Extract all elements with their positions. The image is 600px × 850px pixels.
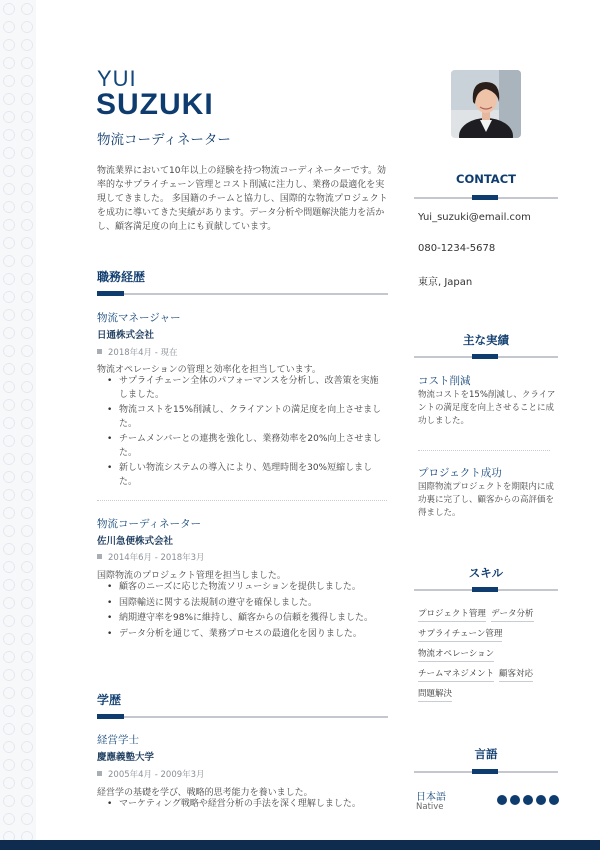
rating-dot <box>497 795 507 805</box>
achievement-1-description: 物流コストを15%削減し、クライアントの満足度を向上させることに成功しました。 <box>418 390 556 427</box>
languages-divider-accent <box>472 769 498 774</box>
job-title: 物流コーディネーター <box>97 132 231 148</box>
skill-tag: 顧客対応 <box>499 667 533 682</box>
achievement-separator <box>418 450 550 451</box>
bottom-bar <box>0 840 600 850</box>
list-item: • サプライチェーン全体のパフォーマンスを分析し、改善策を実施しました。 <box>119 375 385 402</box>
list-item: • 新しい物流システムの導入により、処理時間を30%短縮しました。 <box>119 462 385 489</box>
education-description: 経営学の基礎を学び、戦略的思考能力を養いました。 <box>97 788 313 798</box>
achievement-1-title: コスト削減 <box>418 375 471 387</box>
language-level: Native <box>416 802 444 812</box>
contact-location: 東京, Japan <box>418 277 473 288</box>
job-separator <box>97 500 387 501</box>
contact-section-title: CONTACT <box>456 172 516 186</box>
achievement-2-description: 国際物流プロジェクトを期限内に成功裏に完了し、顧客からの高評価を得ました。 <box>418 482 555 519</box>
job-2-bullets <box>119 581 385 643</box>
decorative-pattern <box>0 0 36 850</box>
list-item: • 物流コストを15%削減し、クライアントの満足度を向上させました。 <box>119 404 385 431</box>
last-name: SUZUKI <box>96 88 214 121</box>
job-1-bullets <box>119 375 385 491</box>
contact-phone[interactable]: 080-1234-5678 <box>418 243 496 254</box>
first-name: YUI <box>97 66 137 91</box>
rating-dot <box>549 795 559 805</box>
job-2-dates: 2014年6月 - 2018年3月 <box>97 551 205 563</box>
list-item: • チームメンバーとの連携を強化し、業務効率を20%向上させました。 <box>119 433 385 460</box>
job-1-description: 物流オペレーションの管理と効率化を担当しています。 <box>97 365 321 375</box>
job-2-company: 佐川急便株式会社 <box>97 536 174 547</box>
list-item: • 顧客のニーズに応じた物流ソリューションを提供しました。 <box>119 581 385 595</box>
list-item: • データ分析を通じて、業務プロセスの最適化を図りました。 <box>119 628 385 642</box>
skill-tag: チームマネジメント <box>418 667 494 682</box>
contact-email[interactable]: Yui_suzuki@email.com <box>418 212 531 223</box>
skills-section-title: スキル <box>468 566 504 580</box>
skill-tag: データ分析 <box>491 607 534 622</box>
achievement-2-title: プロジェクト成功 <box>418 467 502 479</box>
rating-dot <box>510 795 520 805</box>
achievements-divider-accent <box>472 354 498 359</box>
education-dates: 2005年4月 - 2009年3月 <box>97 768 205 780</box>
language-name: 日本語 <box>416 792 446 803</box>
experience-divider <box>97 293 388 295</box>
skills-divider-accent <box>472 587 498 592</box>
list-item: • マーケティング戦略や経営分析の手法を深く理解しました。 <box>119 798 385 812</box>
job-1-company: 日通株式会社 <box>97 330 155 341</box>
list-item: • 納期遵守率を98%に維持し、顧客からの信頼を獲得しました。 <box>119 612 385 626</box>
job-1-role: 物流マネージャー <box>97 312 181 324</box>
degree: 経営学士 <box>97 734 139 746</box>
education-divider <box>97 716 388 718</box>
skill-tag: 問題解決 <box>418 687 452 702</box>
language-rating <box>497 790 562 809</box>
skill-tag: 物流オペレーション <box>418 647 494 662</box>
profile-summary: 物流業界において10年以上の経験を持つ物流コーディネーターです。効率的なサプライチェーン管理とコスト削減に注力し、業務の最適化を実現してきました。 多国籍のチームと協力し、国際的な物流プロジェクトを成功に導いてきた実績があります。データ分析や問題解決能力を活かし、顧客満足度の向上にも貢献しています。 <box>97 166 388 232</box>
contact-divider-accent <box>472 195 498 200</box>
skill-tag: サプライチェーン管理 <box>418 627 502 642</box>
school: 慶應義塾大学 <box>97 752 155 763</box>
list-item: • 国際輸送に関する法規制の遵守を確保しました。 <box>119 597 385 611</box>
experience-section-title: 職務経歴 <box>97 270 146 284</box>
rating-dot <box>536 795 546 805</box>
rating-dot <box>523 795 533 805</box>
experience-divider-accent <box>97 291 124 296</box>
education-section-title: 学歴 <box>97 693 122 707</box>
languages-section-title: 言語 <box>474 747 498 761</box>
achievements-section-title: 主な実績 <box>463 333 509 347</box>
education-divider-accent <box>97 714 124 719</box>
profile-photo <box>451 70 521 138</box>
job-2-role: 物流コーディネーター <box>97 518 202 530</box>
skill-tag: プロジェクト管理 <box>418 607 486 622</box>
job-2-description: 国際物流のプロジェクト管理を担当しました。 <box>97 571 286 581</box>
job-1-dates: 2018年4月 - 現在 <box>97 346 178 358</box>
education-bullets <box>119 798 385 814</box>
